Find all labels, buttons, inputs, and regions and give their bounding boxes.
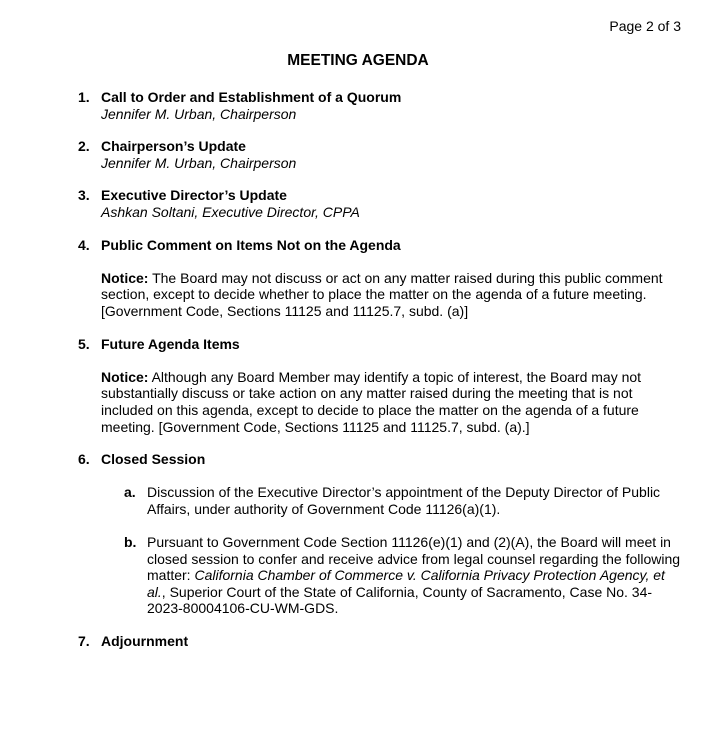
sub-item-letter: b.: [124, 534, 137, 551]
item-presenter: Jennifer M. Urban, Chairperson: [101, 154, 297, 171]
item-number: 3.: [78, 187, 90, 204]
notice-text: The Board may not discuss or act on any matter raised during this public comment section, except to decide whether to place the matter on the agenda of a future meeting. [Government Code, Sections 11125 and 11125.7, subd. (a)]: [101, 269, 663, 319]
agenda-item-closed-session: [0, 451, 709, 617]
sub-item-text: [147, 534, 680, 616]
sub-item-b: [101, 534, 681, 617]
sub-item-letter: a.: [124, 484, 136, 501]
item-title: Closed Session: [101, 451, 206, 468]
item-presenter: Ashkan Soltani, Executive Director, CPPA: [101, 203, 360, 220]
item-presenter: Jennifer M. Urban, Chairperson: [101, 105, 297, 122]
page-number: Page 2 of 3: [609, 18, 681, 34]
agenda-item-executive-director-update: [0, 187, 709, 220]
sub-item-text-before: Pursuant to Government Code Section 11126(e)(1) and (2)(A), the Board will meet in closed session to confer and receive advice from legal counsel regarding the following matter:: [147, 534, 681, 584]
agenda-item-adjournment: [0, 633, 709, 650]
item-title: Future Agenda Items: [101, 335, 240, 352]
item-title: Adjournment: [101, 633, 189, 650]
sub-item-a: [101, 484, 681, 517]
item-number: 1.: [78, 89, 90, 105]
agenda-item-call-to-order: [0, 89, 709, 122]
agenda-item-public-comment: [0, 237, 709, 320]
notice-text: Although any Board Member may identify a topic of interest, the Board may not substantially discuss or take action on any matter raised during the meeting that is not included on this agenda, except to decide to place the matter on the agenda of a future meeting. [Government Code, Sections 11125 and 11125.7, subd. (a).]: [101, 368, 642, 435]
page-title: MEETING AGENDA: [287, 52, 429, 69]
notice-label: Notice:: [101, 269, 149, 286]
item-number: 5.: [78, 335, 90, 352]
item-title: Call to Order and Establishment of a Quorum: [101, 89, 402, 105]
notice-paragraph: [101, 270, 681, 320]
notice-label: Notice:: [101, 368, 149, 385]
sub-item-text: Discussion of the Executive Director’s appointment of the Deputy Director of Public Affairs, under authority of Government Code 11126(a)(1).: [147, 484, 661, 517]
item-number: 2.: [78, 138, 90, 155]
item-title: Executive Director’s Update: [101, 187, 287, 204]
item-title: Chairperson’s Update: [101, 138, 246, 155]
agenda-item-chairperson-update: [0, 138, 709, 171]
item-number: 7.: [78, 633, 90, 650]
item-title: Public Comment on Items Not on the Agenda: [101, 236, 401, 253]
agenda-item-future-agenda: [0, 336, 709, 436]
item-number: 4.: [78, 236, 90, 253]
sub-item-text-after: , Superior Court of the State of California, County of Sacramento, Case No. 34-2023-80004106-CU-WM-GDS.: [147, 583, 653, 617]
notice-paragraph: [101, 369, 681, 435]
closed-session-sub-list: [101, 484, 681, 617]
agenda-list: [0, 89, 709, 666]
item-number: 6.: [78, 451, 90, 468]
case-name: California Chamber of Commerce v. California Privacy Protection Agency, et al.: [147, 567, 665, 600]
